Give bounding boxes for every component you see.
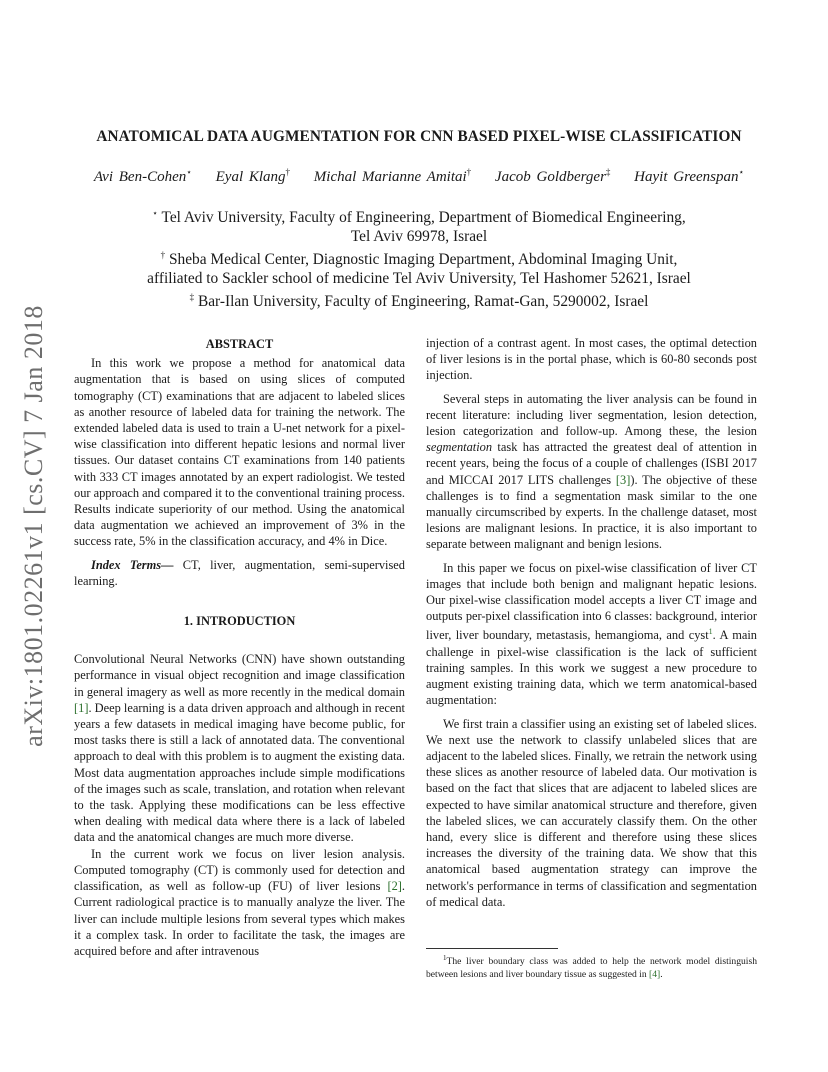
paper-title: ANATOMICAL DATA AUGMENTATION FOR CNN BASED PIXEL-WISE CLASSIFICATION xyxy=(96,128,742,145)
left-column xyxy=(74,336,405,959)
author: Avi Ben-Cohen⋆ xyxy=(93,167,192,185)
citation-link[interactable]: [2] xyxy=(387,879,402,894)
index-terms-label: Index Terms— xyxy=(91,557,174,572)
abstract-text: In this work we propose a method for anatomical data augmentation that is based on using slices of computed tomography (CT) examinations that are adjacent to labeled slices as another resource of labeled data for training the network. The extended labeled data is used to train a U-net network for a pixel-wise classification into different hepatic lesions and normal liver tissues. Our dataset contains CT examinations from 140 patients with 333 CT images annotated by an expert radiologist. We tested our approach and compared it to the conventional training process. Results indicate superiority of our method. Using the anatomical data augmentation we achieved an improvement of 3% in the success rate, 5% in the classification accuracy, and 4% in Dice. xyxy=(74,356,405,549)
arxiv-id: arXiv:1801.02261v1 [cs.CV] 7 Jan 2018 xyxy=(19,305,48,747)
paragraph: In this paper we focus on pixel-wise classification of liver CT images that include both benign and malignant hepatic lesions. Our pixel-wise classification model accepts a liver CT image and outputs per-pixel classification into 6 classes: background, interior liver, liver boundary, metastasis, hemangioma, and cyst$^1$. A main challenge in pixel-wise classification is the lack of sufficient training samples. In this work we suggest a new procedure to augment existing training data, which we term anatomical-based augmentation: xyxy=(426,560,757,708)
paragraph: In the current work we focus on liver lesion analysis. Computed tomography (CT) is commonly used for detection and classification, as well as follow-up (FU) of liver lesions [2]. Current radiological practice is to manually analyze the liver. The liver can include multiple lesions from several types which makes it a complex task. In order to facilitate the task, the images are acquired before and after intravenous xyxy=(74,846,405,958)
author: Hayit Greenspan⋆ xyxy=(634,167,745,185)
affiliation-line: ⋆ Tel Aviv University, Faculty of Engineering, Department of Biomedical Engineering, xyxy=(152,208,686,227)
author-list xyxy=(60,167,778,186)
citation-link[interactable]: [4] xyxy=(649,969,661,981)
right-column xyxy=(426,335,757,910)
arxiv-watermark xyxy=(19,296,48,756)
paragraph: Several steps in automating the liver analysis can be found in recent literature: including liver segmentation, lesion detection, lesion categorization and follow-up. Among these, the lesion segmentation task has attracted the greatest deal of attention in recent years, being the focus of a couple of challenges (ISBI 2017 and MICCAI 2017 LITS challenges [3]). The objective of these challenges is to find a segmentation mask similar to the one manually circumscribed by experts. In the challenge dataset, most lesions are malignant lesions. In practice, it is also important to separate between malignant and benign lesions. xyxy=(426,391,757,552)
affiliations xyxy=(60,204,778,311)
footnote: $^1$The liver boundary class was added to help the network model distinguish between lesions and liver boundary tissue as suggested in [4]. xyxy=(426,954,757,981)
footnote-ref[interactable]: 1 xyxy=(708,627,713,637)
affiliation-line: affiliated to Sackler school of medicine Tel Aviv University, Tel Hashomer 52621, Israel xyxy=(147,270,691,288)
index-terms xyxy=(74,557,405,589)
citation-link[interactable]: [3] xyxy=(615,472,631,487)
citation-link[interactable]: [1] xyxy=(74,700,89,715)
abstract-heading: ABSTRACT xyxy=(205,337,274,351)
index-terms-text: CT, liver, augmentation, semi-supervised learning. xyxy=(74,557,405,588)
author: Eyal Klang† xyxy=(215,167,291,185)
affiliation-line: Tel Aviv 69978, Israel xyxy=(350,228,488,246)
author: Jacob Goldberger‡ xyxy=(494,167,611,185)
paragraph: We first train a classifier using an existing set of labeled slices. We next use the network to classify unlabeled slices that are adjacent to the labeled slices. Finally, we retrain the network using these slices as another resource of labeled data. Our motivation is based on the fact that slices that are adjacent to labeled slices are expected to have similar anatomical structure and therefore, given the labeled slices, we can accurately classify them. On the other hand, every slice is different and therefore using these slices increases the diversity of the training data. We show that this anatomical based augmentation strategy can improve the network's performance in terms of classification and segmentation of medical data. xyxy=(426,716,757,909)
affiliation-line: ‡ Bar-Ilan University, Faculty of Engineering, Ramat-Gan, 5290002, Israel xyxy=(189,292,649,311)
paragraph: injection of a contrast agent. In most cases, the optimal detection of liver lesions is in the portal phase, which is 60-80 seconds post injection. xyxy=(426,336,757,383)
affiliation-line: † Sheba Medical Center, Diagnostic Imaging Department, Abdominal Imaging Unit, xyxy=(160,250,678,269)
paragraph: Convolutional Neural Networks (CNN) have shown outstanding performance in visual object recognition and image classification in general imagery as well as more recently in the medical domain [1]. Deep learning is a data driven approach and although in recent years a few datasets in medical imaging have become public, for most tasks there is still a lack of annotated data. The conventional approach to deal with this problem is to augment the existing data. Most data augmentation approaches include simple modifications of the images such as scale, translation, and rotation when relevant to the task. Applying these modifications can be less effective when dealing with medical data where there is a lack of labeled data and the anatomical changes are much more diverse. xyxy=(74,652,405,845)
section-heading: 1. INTRODUCTION xyxy=(183,614,296,629)
author: Michal Marianne Amitai† xyxy=(313,167,472,185)
